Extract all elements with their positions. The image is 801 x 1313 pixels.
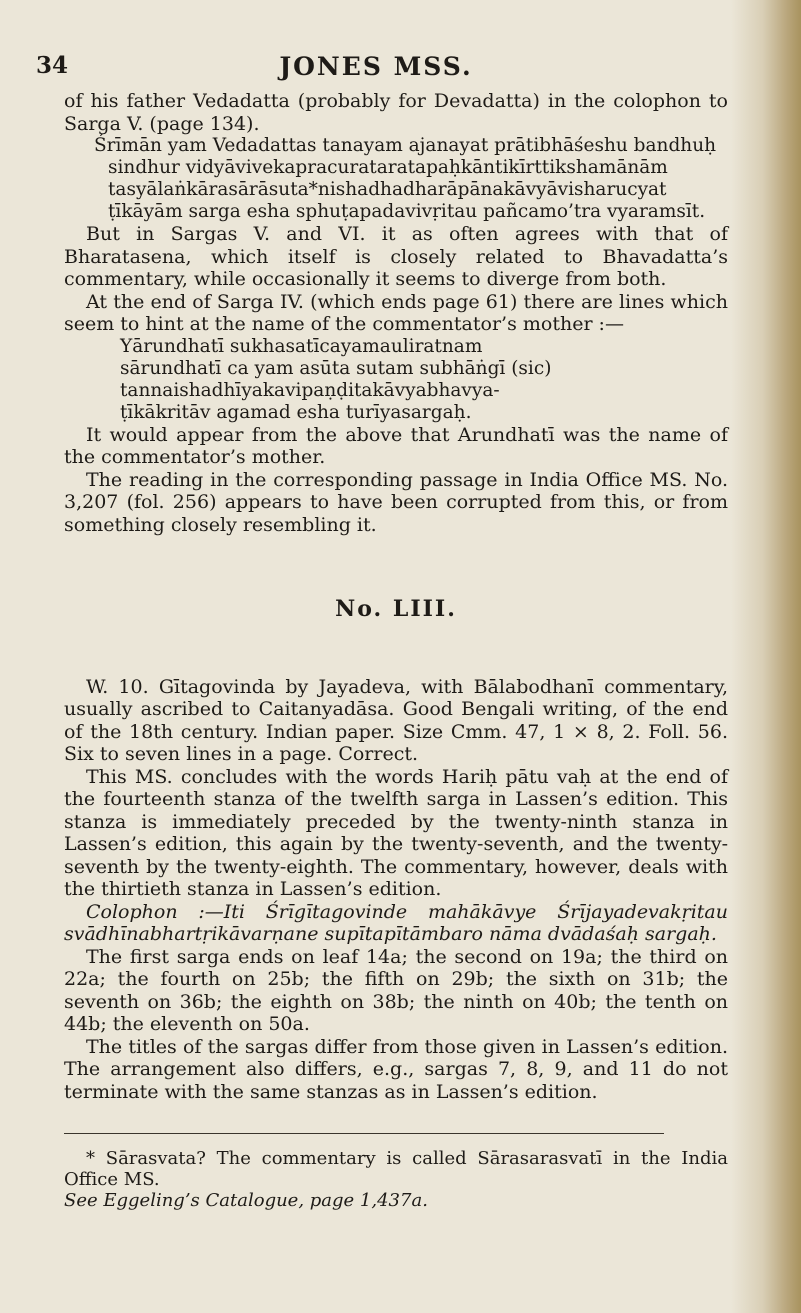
page-body (64, 90, 728, 1211)
paragraph-sarga-iv: At the end of Sarga IV. (which ends page 61) there are lines which seem to hint at the name of the commentator’s mother :— (64, 290, 728, 335)
footnote-line: * Sārasvata? The commentary is called Sārasarasvatī in the India Office MS. (64, 1148, 728, 1190)
verse-line: ṭīkākritāv agamad esha turīyasargaḥ. (120, 401, 472, 423)
footnote-rule (64, 1133, 664, 1134)
paragraph-india-office: The reading in the corresponding passage in India Office MS. No. 3,207 (fol. 256) appears to have been corrupted from this, or from something closely resembling it. (64, 468, 728, 536)
colophon-text: Iti Śrīgītagovinde mahākāvye Śrījayadevakṛitau svādhīnabhartṛikāvarṇane supītapītāmbaro nāma dvādaśaḥ sargaḥ. (64, 900, 728, 945)
paragraph-mother: It would appear from the above that Arundhatī was the name of the commentator’s mother. (64, 423, 728, 468)
page-number: 34 (36, 52, 69, 79)
page-header (36, 52, 716, 82)
paragraph-sarga-titles: The titles of the sargas differ from those given in Lassen’s edition. The arrangement also differs, e.g., sargas 7, 8, 9, and 11 do not terminate with the same stanzas as in Lassen’s edition. (64, 1035, 728, 1103)
entry-heading: No. LIII. (335, 596, 457, 622)
verse-line: tasyālaṅkārasārāsuta*nishadhadharāpānakāvyāvisharucyat (108, 179, 667, 200)
footnote-line-reference (64, 1190, 728, 1211)
verse-block-arundhati (120, 336, 728, 424)
verse-line: Śrīmān yam Vedadattas tanayam ajanayat prātibhāśeshu bandhuḥ (94, 135, 717, 156)
running-title: JONES MSS. (279, 52, 473, 81)
entry-description: W. 10. Gītagovinda by Jayadeva, with Bālabodhanī commentary, usually ascribed to Caitanyadāsa. Good Bengali writing, of the end of the 18th century. Indian paper. Size Cmm. 47, 1 × 8, 2. Foll. 56. Six to seven lines in a page. Correct. (64, 675, 728, 765)
colophon-label: Colophon :— (86, 900, 224, 923)
verse-block-vedadatta (94, 135, 728, 223)
paragraph-sargas-v-vi: But in Sargas V. and VI. it as often agrees with that of Bharatasena, which itself is closely related to Bhavadatta’s commentary, while occasionally it seems to diverge from both. (64, 223, 728, 290)
verse-line: Yārundhatī sukhasatīcayamauliratnam (120, 335, 483, 357)
page-edge-shadow (731, 0, 801, 1313)
paragraph-colophon-intro: of his father Vedadatta (probably for Devadatta) in the colophon to Sarga V. (page 134). (64, 90, 728, 135)
verse-line: tannaishadhīyakavipaṇḍitakāvyabhavya- (120, 379, 500, 401)
paragraph-colophon (64, 901, 728, 946)
paragraph-sarga-leaves: The first sarga ends on leaf 14a; the second on 19a; the third on 22a; the fourth on 25b; the fifth on 29b; the sixth on 31b; the seventh on 36b; the eighth on 38b; the ninth on 40b; the tenth on 44b; the eleventh on 50a. (64, 945, 728, 1035)
paragraph-concludes: This MS. concludes with the words Hariḥ pātu vaḥ at the end of the fourteenth stanza of the twelfth sarga in Lassen’s edition. This stanza is immediately preceded by the twenty-ninth stanza in Lassen’s edition, this again by the twenty-seventh, and the twenty-seventh by the twenty-eighth. The commentary, however, deals with the thirtieth stanza in Lassen’s edition. (64, 765, 728, 900)
verse-line: sārundhatī ca yam asūta sutam subhāṅgī (sic) (120, 357, 552, 379)
verse-line: sindhur vidyāvivekapracurataratapaḥkāntikīrttikshamānām (108, 157, 668, 178)
verse-line: ṭīkāyām sarga esha sphuṭapadavivṛitau pañcamo’tra vyaramsīt. (108, 201, 706, 222)
footnote-reference: See Eggeling’s Catalogue, page 1,437a. (64, 1190, 428, 1211)
